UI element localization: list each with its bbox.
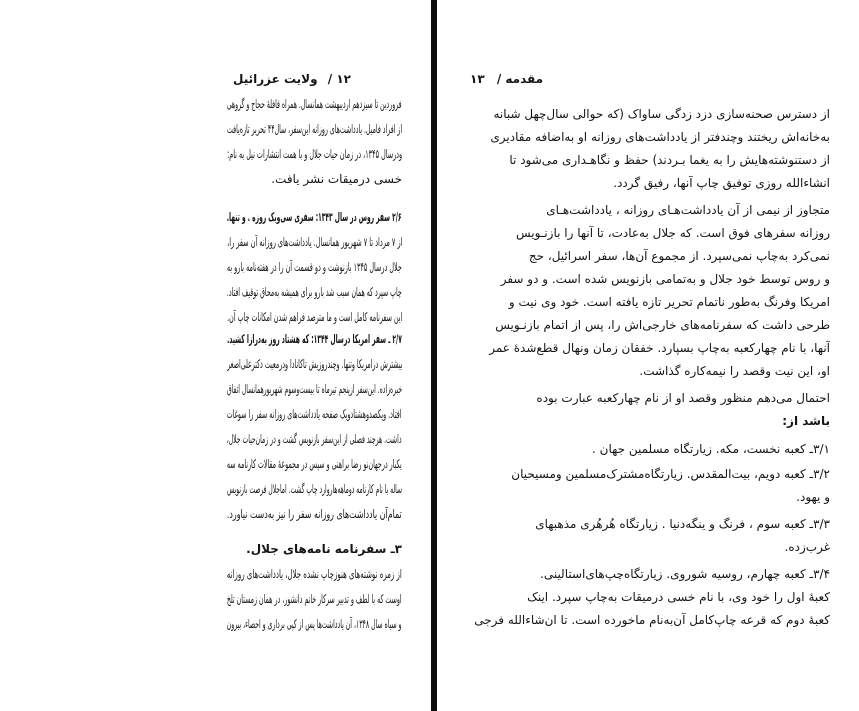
left-page-title: ولایت عزرائیل <box>233 72 318 86</box>
text-line: نمی‌کرد به‌چاپ نمی‌سپرد. از مجموع آن‌ها، سفر اسرائیل، حج <box>528 249 830 263</box>
text-line: یکبار درجهان‌نو رضا براهنی و سپس در مجموعهٔ مقالات کارنامه سه <box>227 457 402 471</box>
text-line: فروردین تا سیزدهم اردیبهشت همانسال. همراه قافلهٔ حجاج و گروهی <box>227 97 402 111</box>
right-page <box>470 0 830 711</box>
text-line: و روس توسط خود جلال و به‌تمامی بازنویس شده است. و دو سفر <box>500 272 830 286</box>
text-line: ساله با نام کارنامه دوماهه‌هاروارد چاپ گشت. اماجلال فرصت بازنویس <box>227 482 402 496</box>
text-line: جلال درسال ۱۳۴۵ بازنوشت و دو قسمت آن را در هفته‌نامه بارو به <box>227 260 402 274</box>
left-page <box>227 0 402 711</box>
list-item: ۳/۱ـ کعبه نخست، مکه. زیارتگاه مسلمین جهان . <box>592 442 830 456</box>
text-line: از دستنوشته‌هایش را به یغما بـردند) حفظ و نگاهـداری می‌شود تا <box>509 153 830 167</box>
text-line: او، این نیت وقصد را نیمه‌کاره گذاشت. <box>639 364 830 378</box>
text-line: از ۷ مرداد تا ۷ شهریور همانسال. یادداشت‌های روزانه آن سفر را، <box>227 235 402 249</box>
book-gutter <box>431 0 437 711</box>
text-line: به‌خانه‌اش ریختند وچندفتر از یادداشت‌های روزانه او به‌اضافه مقادیری <box>490 130 830 144</box>
text-line: از افراد فامیل. یادداشت‌های روزانه این‌سفر، سال۴۴ تحریر تازه‌یافت <box>227 122 402 136</box>
text-line: ودرسال ۱۳۴۵، در زمان حیات جلال و با همت انتشارات نیل به نام: <box>227 147 402 161</box>
text-line: و یهود. <box>796 490 830 504</box>
text-line: چاپ سپرد که همان سبب شد بارو برای همیشه به‌محاق توقیف افتاد. <box>227 285 402 299</box>
section-heading: ۳ـ سفرنامه نامه‌های جلال. <box>246 542 402 556</box>
text-line: باشد از: <box>782 414 830 428</box>
text-line: این سفرنامه کامل است و ما مترصد فراهم شدن امکانات چاپ آن. <box>227 310 402 324</box>
list-item: ۳/۴ـ کعبه چهارم، روسیه شوروی. زیارتگاه‌چپ‌های‌استالینی. <box>540 567 830 581</box>
right-page-number: ۱۳ <box>470 72 485 86</box>
text-line: متجاوز از نیمی از آن یادداشت‌هـای روزانه ، یادداشت‌هـای <box>546 203 830 217</box>
section-heading: ۲/۶ سفر روس در سال ۱۳۴۳: سفری سی‌ویک روزه . و تنها. <box>227 210 402 224</box>
list-item: ۳/۳ـ کعبه سوم ، فرنگ و ینگه‌دنیا . زیارتگاه هُرهُری مذهبهای <box>535 517 830 531</box>
text-line: غرب‌زده. <box>784 540 830 554</box>
list-item: ۳/۲ـ کعبه دویم، بیت‌المقدس. زیارتگاه‌مشترک‌مسلمین ومسیحیان <box>511 467 830 481</box>
text-line: اوست که با لطف و تدبیر سرکار خانم دانشور، در همان زمستان تلخ <box>227 592 402 606</box>
text-line: امریکا وفرنگ به‌طور ناتمام تحریر تازه یافته است. خود وی نیت و <box>508 295 830 309</box>
text-line: روزانه سفرهای فوق است. که جلال به‌عادت، تا آنها را بازنـویس <box>515 226 830 240</box>
section-heading: ۲/۷ ـ سفر امریکا درسال ۱۳۴۴: که هشتاد روز به‌درازا کشید. <box>227 332 402 346</box>
text-line: از زمره نوشته‌های هنوزچاپ نشده جلال، یادداشت‌های روزانه <box>227 567 402 581</box>
left-page-number: ۱۲ / <box>327 72 351 86</box>
text-line: بیشترش درامریکا وتنها. وچندروزیش تاکانادا ودرمعیت دکترعلی‌اصغر <box>227 357 402 371</box>
text-line: خبره‌زاده. این‌سفر ازپنجم تیرماه تا بیست‌وسوم شهریورهمانسال اتفاق <box>227 382 402 396</box>
text-line: احتمال می‌دهم منظور وقصد او از نام چهارکعبه عبارت بوده <box>536 391 830 405</box>
text-line: افتاد. ویکصدوهشتادویک صفحه یادداشت‌های روزانه سفر را سوغات <box>227 407 402 421</box>
text-line: تمام‌آن یادداشت‌های روزانه سفر را نیز به‌دست نیاورد. <box>227 507 402 521</box>
text-line: خسی درمیقات نشر یافت. <box>271 172 402 186</box>
text-line: و سیاه سال ۱۳۴۸، آن یادداشت‌ها پس از کپی برداری و احصاء، بیرون <box>227 617 402 631</box>
text-line: آنها، با نام چهارکعبه به‌چاپ بسپارد. خفقان زمان ونهال قطع‌شدهٔ عمر <box>489 341 830 355</box>
text-line: داشت. هرچند فصلی از این‌سفر بازنویس گشت و در زمان‌حیات جلال، <box>227 432 402 446</box>
text-line: طرحی داشت که سفرنامه‌های خارجی‌اش را، پس از اتمام بازنـویس <box>495 318 830 332</box>
text-line: کعبهٔ اول را خود وی، با نام خسی درمیقات به‌چاپ سپرد. اینک <box>527 590 830 604</box>
text-line: انشاءالله روزی توفیق چاپ آنها، رفیق گردد. <box>613 176 830 190</box>
text-line: کعبهٔ دوم که قرعه چاپ‌کامل آن‌به‌نام ماخورده است. تا ان‌شاءالله فرجی <box>474 613 830 627</box>
text-line: از دسترس صحنه‌سازی دزد زدگی ساواک (که حوالی سال‌چهل شبانه <box>493 107 830 121</box>
right-page-title: مقدمه / <box>496 72 544 86</box>
